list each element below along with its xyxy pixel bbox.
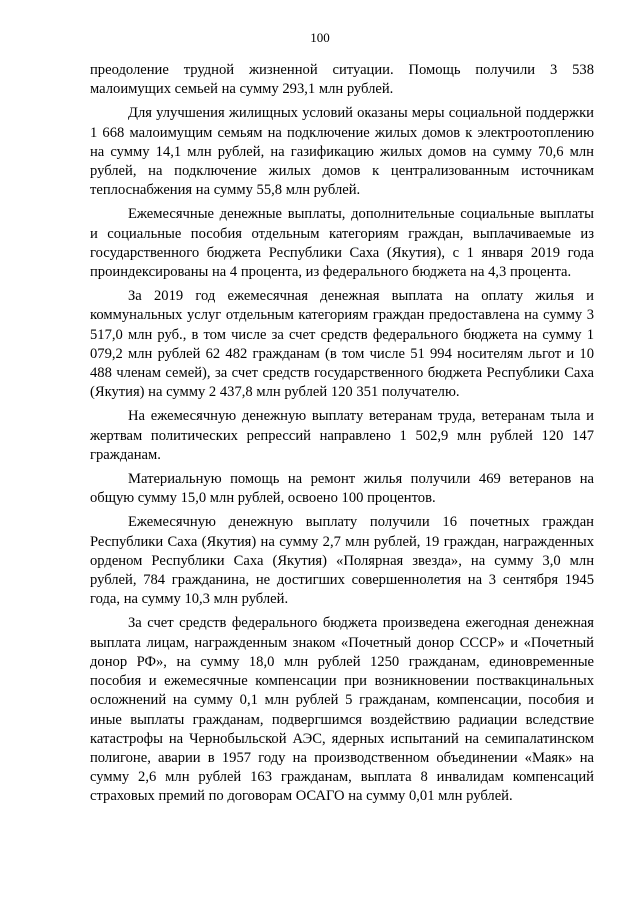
document-body [90, 61, 594, 812]
paragraph: Ежемесячную денежную выплату получили 16 почетных граждан Республики Саха (Якутия) на сумму 2,7 млн рублей, 19 граждан, награжденных орденом Республики Саха (Якутия) «Полярная звезда», на сумму 3,0 млн рублей, 784 гражданина, не достигших совершеннолетия на 3 сентября 1945 года, на сумму 10,3 млн рублей. [90, 514, 594, 608]
paragraph: Ежемесячные денежные выплаты, дополнительные социальные выплаты и социальные пособия отдельным категориям граждан, выплачиваемые из государственного бюджета Республики Саха (Якутия), с 1 января 2019 года проиндексированы на 4 процента, из федерального бюджета на 4,3 процента. [90, 206, 594, 281]
paragraph: Материальную помощь на ремонт жилья получили 469 ветеранов на общую сумму 15,0 млн рублей, освоено 100 процентов. [90, 471, 594, 507]
paragraph: Для улучшения жилищных условий оказаны меры социальной поддержки 1 668 малоимущим семьям на подключение жилых домов к электроотоплению на сумму 14,1 млн рублей, на газификацию жилых домов на сумму 70,6 млн рублей, на подключение жилых домов к централизованным источникам теплоснабжения на сумму 55,8 млн рублей. [90, 105, 594, 199]
paragraph: За счет средств федерального бюджета произведена ежегодная денежная выплата лицам, награжденным знаком «Почетный донор СССР» и «Почетный донор РФ», на сумму 18,0 млн рублей 1250 гражданам, единовременные пособия и ежемесячные компенсации при возникновении поствакцинальных осложнений на сумму 0,1 млн рублей 5 гражданам, компенсации, пособия и иные выплаты гражданам, подвергшимся воздействию радиации вследствие катастрофы на Чернобыльской АЭС, ядерных испытаний на семипалатинском полигоне, аварии в 1957 году на производственном объединении «Маяк» на сумму 2,6 млн рублей 163 гражданам, выплата 8 инвалидам компенсаций страховых премий по договорам ОСАГО на сумму 0,01 млн рублей. [90, 615, 594, 805]
page-number: 100 [310, 30, 330, 45]
paragraph: На ежемесячную денежную выплату ветеранам труда, ветеранам тыла и жертвам политических репрессий направлено 1 502,9 млн рублей 120 147 гражданам. [90, 408, 594, 463]
paragraph: преодоление трудной жизненной ситуации. Помощь получили 3 538 малоимущих семьей на сумму 293,1 млн рублей. [90, 62, 594, 98]
paragraph: За 2019 год ежемесячная денежная выплата на оплату жилья и коммунальных услуг отдельным категориям граждан предоставлена на сумму 3 517,0 млн руб., в том числе за счет средств федерального бюджета на сумму 1 079,2 млн рублей 62 482 гражданам (в том числе 51 994 носителям льгот и 10 488 членам семей), за счет средств государственного бюджета Республики Саха (Якутия) на сумму 2 437,8 млн рублей 120 351 получателю. [90, 288, 594, 401]
